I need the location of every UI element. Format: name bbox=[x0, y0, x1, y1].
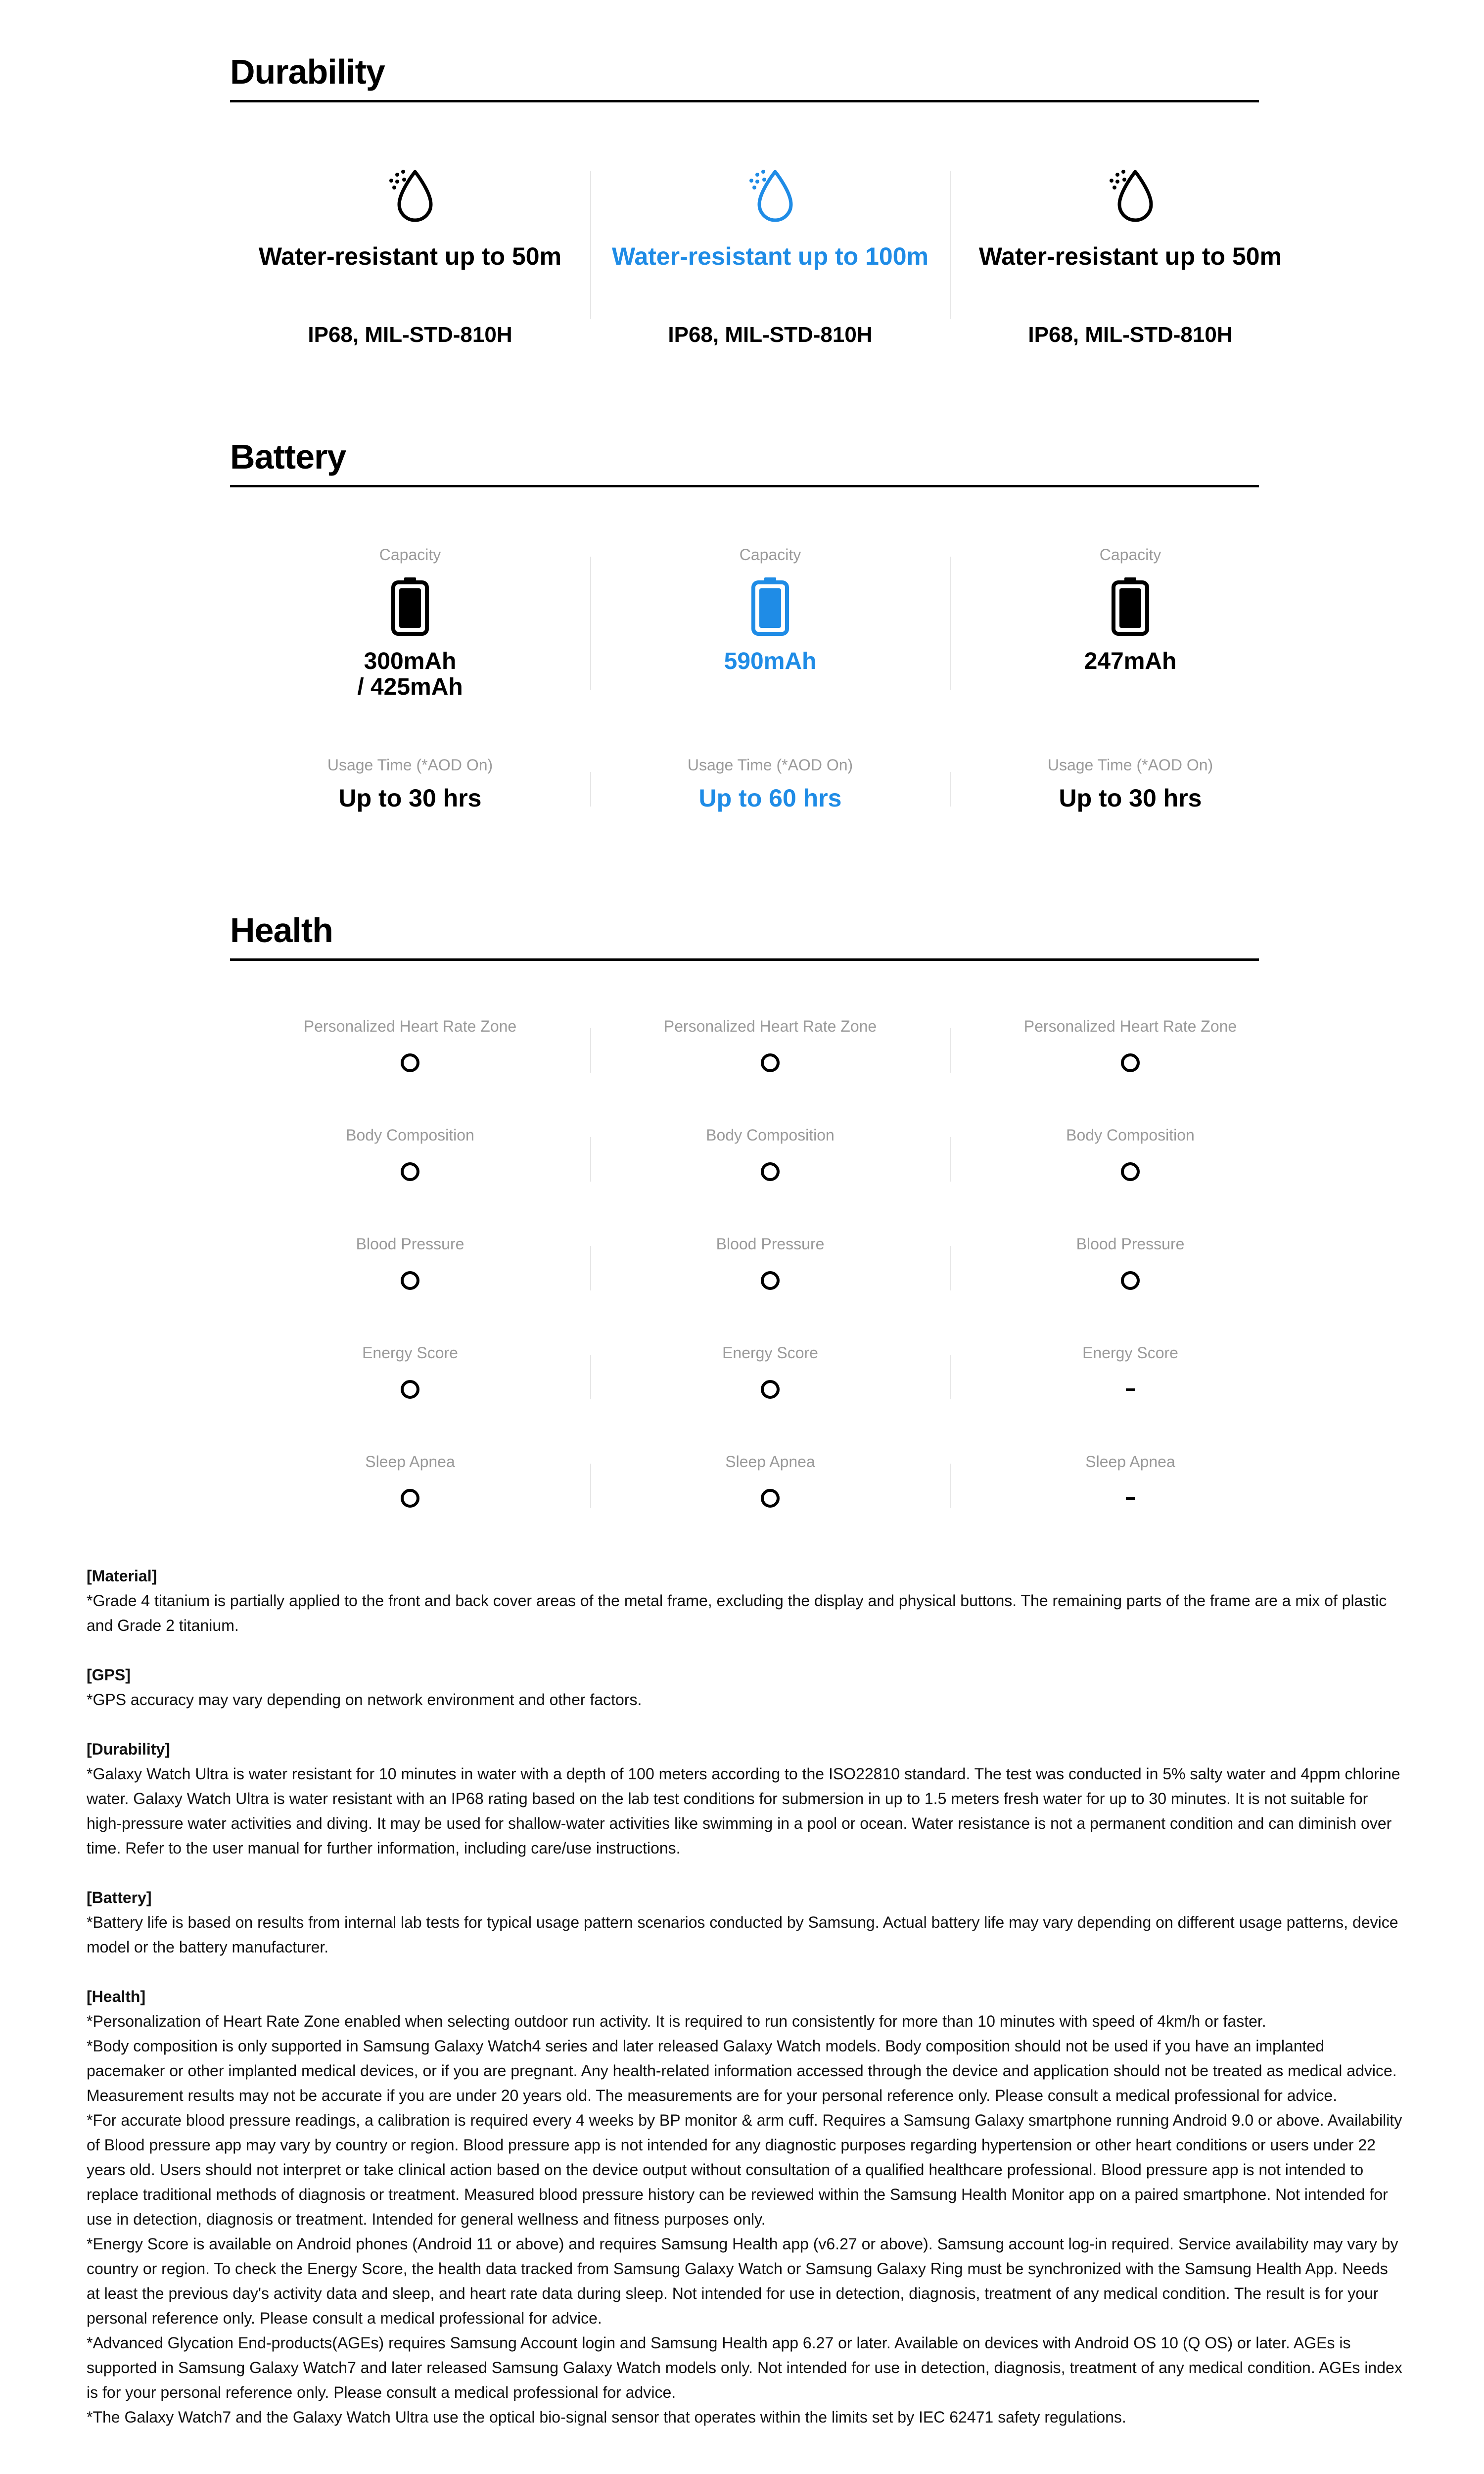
note-heading: [Durability] bbox=[87, 1740, 170, 1758]
water-drop-icon bbox=[230, 161, 590, 225]
usage-col-2 bbox=[590, 757, 950, 810]
supported-circle-icon bbox=[230, 1053, 590, 1073]
health-feature-label: Blood Pressure bbox=[1076, 1235, 1185, 1253]
note-heading: [GPS] bbox=[87, 1666, 131, 1684]
health-feature-label: Sleep Apnea bbox=[725, 1453, 815, 1471]
supported-circle-icon bbox=[590, 1271, 950, 1290]
battery-capacity-row bbox=[230, 547, 1310, 700]
health-cell bbox=[590, 1345, 950, 1454]
note-text: *Battery life is based on results from internal lab tests for typical usage pattern scenarios conducted by Samsung. Actual battery life may vary depending on different usage patterns, device model or the battery manufacturer. bbox=[87, 1913, 1398, 1956]
usage-label: Usage Time (*AOD On) bbox=[687, 756, 853, 774]
capacity-value-2: 590mAh bbox=[724, 648, 817, 674]
health-feature-label: Sleep Apnea bbox=[365, 1453, 455, 1471]
capacity-value-1: 300mAh bbox=[364, 648, 457, 674]
supported-circle-icon bbox=[590, 1380, 950, 1399]
health-cell bbox=[590, 1236, 950, 1345]
health-feature-label: Energy Score bbox=[362, 1344, 458, 1362]
not-supported-dash-icon bbox=[950, 1380, 1310, 1399]
health-feature-label: Body Composition bbox=[346, 1126, 474, 1144]
health-feature-label: Energy Score bbox=[722, 1344, 818, 1362]
note-text: *Advanced Glycation End-products(AGEs) requires Samsung Account login and Samsung Health app 6.27 or later. Available on devices with Android OS 10 (Q OS) or later. AGEs is supported in Samsung Galaxy Watch7 and later released Samsung Galaxy Watch models only. Not intended for use in detection, diagnosis, treatment of any medical condition. AGEs index is for your personal reference only. Please consult a medical professional for advice. bbox=[87, 2334, 1402, 2401]
note-material bbox=[87, 1564, 1402, 1638]
health-feature-label: Sleep Apnea bbox=[1085, 1453, 1175, 1471]
health-feature-label: Body Composition bbox=[706, 1126, 835, 1144]
health-cell bbox=[230, 1345, 590, 1454]
supported-circle-icon bbox=[230, 1271, 590, 1290]
supported-circle-icon bbox=[590, 1162, 950, 1182]
battery-col-1 bbox=[230, 547, 590, 700]
supported-circle-icon bbox=[950, 1271, 1310, 1290]
usage-value-2: Up to 60 hrs bbox=[698, 784, 842, 812]
health-cell bbox=[950, 1345, 1310, 1454]
note-durability bbox=[87, 1737, 1402, 1860]
battery-title: Battery bbox=[230, 439, 1259, 487]
usage-col-1 bbox=[230, 757, 590, 810]
capacity-value-1b: / 425mAh bbox=[357, 673, 463, 700]
note-text: *Personalization of Heart Rate Zone enabled when selecting outdoor run activity. It is required to run consistently for more than 10 minutes with speed of 4km/h or faster. bbox=[87, 2012, 1266, 2030]
health-feature-label: Personalized Heart Rate Zone bbox=[1023, 1017, 1237, 1035]
water-drop-icon bbox=[590, 161, 950, 225]
health-row bbox=[230, 1127, 1310, 1236]
battery-icon bbox=[950, 576, 1310, 636]
battery-usage-row bbox=[230, 757, 1310, 810]
durability-title-2: Water-resistant up to 100m bbox=[612, 242, 928, 270]
battery-icon bbox=[230, 576, 590, 636]
supported-circle-icon bbox=[230, 1162, 590, 1182]
health-cell bbox=[950, 1127, 1310, 1236]
health-feature-label: Body Composition bbox=[1066, 1126, 1195, 1144]
note-text: *Galaxy Watch Ultra is water resistant for 10 minutes in water with a depth of 100 meters according to the ISO22810 standard. The test was conducted in 5% salty water and 4ppm chlorine water. Galaxy Watch Ultra is water resistant with an IP68 rating based on the lab test conditions for submersion in up to 1.5 meters fresh water for up to 30 minutes. It is not suitable for high-pressure water activities and diving. It may be used for shallow-water activities like swimming in a pool or ocean. Water resistance is not a permanent condition and can diminish over time. Refer to the user manual for further information, including care/use instructions. bbox=[87, 1765, 1400, 1857]
health-row bbox=[230, 1236, 1310, 1345]
note-text: *Energy Score is available on Android phones (Android 11 or above) and requires Samsung Health app (v6.27 or above). Samsung account log-in required. Service availability may vary by country or region. To check the Energy Score, the health data tracked from Samsung Galaxy Watch or Samsung Galaxy Ring must be synchronized with the Samsung Health App. Needs at least the previous day's activity data and sleep, and heart rate data during sleep. Not intended for use in detection, diagnosis, treatment of any medical condition. The result is for your personal reference only. Please consult a medical professional for advice. bbox=[87, 2235, 1398, 2327]
supported-circle-icon bbox=[950, 1053, 1310, 1073]
durability-title-3: Water-resistant up to 50m bbox=[978, 242, 1282, 270]
usage-col-3 bbox=[950, 757, 1310, 810]
health-feature-label: Personalized Heart Rate Zone bbox=[303, 1017, 517, 1035]
footnotes bbox=[87, 1564, 1402, 2454]
capacity-label: Capacity bbox=[1099, 546, 1161, 564]
note-health bbox=[87, 1984, 1402, 2429]
durability-sub-2: IP68, MIL-STD-810H bbox=[668, 323, 873, 347]
note-text: *GPS accuracy may vary depending on network environment and other factors. bbox=[87, 1691, 642, 1709]
usage-label: Usage Time (*AOD On) bbox=[327, 756, 493, 774]
health-row bbox=[230, 1454, 1310, 1563]
durability-col-2 bbox=[590, 161, 950, 346]
durability-title-1: Water-resistant up to 50m bbox=[258, 242, 562, 270]
durability-sub-3: IP68, MIL-STD-810H bbox=[1028, 323, 1233, 347]
supported-circle-icon bbox=[230, 1488, 590, 1508]
health-cell bbox=[230, 1127, 590, 1236]
note-heading: [Battery] bbox=[87, 1889, 152, 1906]
durability-row bbox=[230, 161, 1310, 346]
durability-title: Durability bbox=[230, 54, 1259, 102]
durability-sub-1: IP68, MIL-STD-810H bbox=[308, 323, 512, 347]
durability-col-1 bbox=[230, 161, 590, 346]
health-cell bbox=[950, 1018, 1310, 1127]
note-heading: [Material] bbox=[87, 1567, 157, 1585]
supported-circle-icon bbox=[590, 1488, 950, 1508]
health-row bbox=[230, 1345, 1310, 1454]
not-supported-dash-icon bbox=[950, 1488, 1310, 1508]
health-cell bbox=[590, 1454, 950, 1563]
capacity-label: Capacity bbox=[379, 546, 441, 564]
health-feature-label: Blood Pressure bbox=[716, 1235, 825, 1253]
durability-col-3 bbox=[950, 161, 1310, 346]
health-title: Health bbox=[230, 913, 1259, 961]
supported-circle-icon bbox=[590, 1053, 950, 1073]
battery-col-2 bbox=[590, 547, 950, 700]
note-gps bbox=[87, 1663, 1402, 1712]
note-text: *Body composition is only supported in Samsung Galaxy Watch4 series and later released Galaxy Watch models. Body composition should not be used if you have an implanted pacemaker or other implanted medical devices, or if you are pregnant. Any health-related information accessed through the device and application should not be treated as medical advice. Measurement results may not be accurate if you are under 20 years old. The measurements are for your personal reference only. Please consult a medical professional for advice. bbox=[87, 2037, 1397, 2104]
note-text: *Grade 4 titanium is partially applied to the front and back cover areas of the metal frame, excluding the display and physical buttons. The remaining parts of the frame are a mix of plastic and Grade 2 titanium. bbox=[87, 1592, 1387, 1634]
health-cell bbox=[950, 1454, 1310, 1563]
health-cell bbox=[950, 1236, 1310, 1345]
battery-col-3 bbox=[950, 547, 1310, 700]
supported-circle-icon bbox=[230, 1380, 590, 1399]
health-cell bbox=[230, 1454, 590, 1563]
usage-value-1: Up to 30 hrs bbox=[338, 784, 482, 812]
water-drop-icon bbox=[950, 161, 1310, 225]
note-text: *For accurate blood pressure readings, a calibration is required every 4 weeks by BP monitor & arm cuff. Requires a Samsung Galaxy smartphone running Android 9.0 or above. Availability of Blood pressure app may vary by country or region. Blood pressure app is not intended for any diagnostic purposes regarding hypertension or other heart conditions or users under 22 years old. Users should not interpret or take clinical action based on the device output without consultation of a qualified healthcare professional. Blood pressure app is not intended to replace traditional methods of diagnosis or treatment. Measured blood pressure history can be reviewed within the Samsung Health Monitor app on a paired smartphone. Not intended for use in detection, diagnosis or treatment. Intended for general wellness and fitness purposes only. bbox=[87, 2111, 1402, 2228]
health-feature-label: Energy Score bbox=[1082, 1344, 1178, 1362]
note-heading: [Health] bbox=[87, 1988, 146, 2005]
health-feature-label: Personalized Heart Rate Zone bbox=[663, 1017, 877, 1035]
health-cell bbox=[230, 1236, 590, 1345]
battery-icon bbox=[590, 576, 950, 636]
supported-circle-icon bbox=[950, 1162, 1310, 1182]
health-cell bbox=[230, 1018, 590, 1127]
note-battery bbox=[87, 1885, 1402, 1959]
usage-value-3: Up to 30 hrs bbox=[1059, 784, 1202, 812]
usage-label: Usage Time (*AOD On) bbox=[1047, 756, 1213, 774]
health-row bbox=[230, 1018, 1310, 1127]
note-text: *The Galaxy Watch7 and the Galaxy Watch Ultra use the optical bio-signal sensor that operates within the limits set by IEC 62471 safety regulations. bbox=[87, 2408, 1126, 2426]
health-feature-label: Blood Pressure bbox=[356, 1235, 464, 1253]
health-cell bbox=[590, 1127, 950, 1236]
health-table bbox=[230, 1018, 1310, 1563]
capacity-label: Capacity bbox=[739, 546, 801, 564]
capacity-value-3: 247mAh bbox=[1084, 648, 1177, 674]
health-cell bbox=[590, 1018, 950, 1127]
